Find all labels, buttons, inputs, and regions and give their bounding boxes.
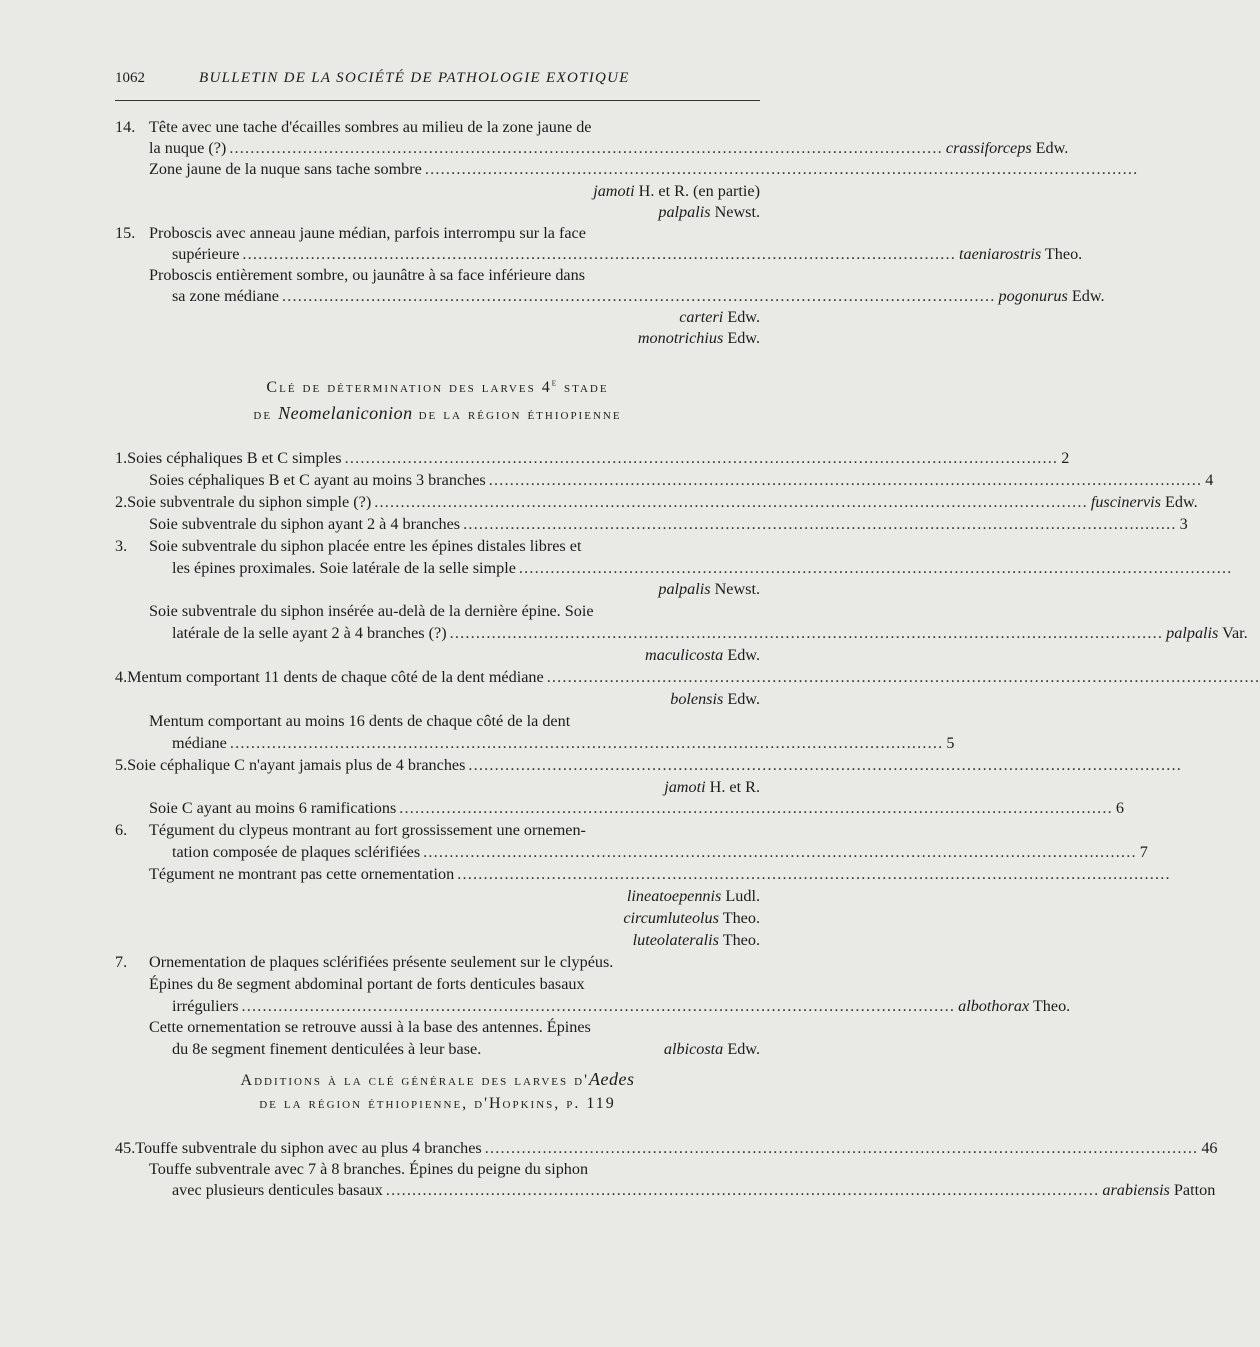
key-line: Soie subventrale du siphon ayant 2 à 4 branches ........................................................................................................................................ 3 <box>149 514 1188 533</box>
key-line: tation composée de plaques sclérifiées ........................................................................................................................................ 7 <box>172 843 1148 862</box>
key-line: 1. Soies céphaliques B et C simples ........................................................................................................................................ 2 <box>115 449 1070 467</box>
key-line: 5. Soie céphalique C n'ayant jamais plus de 4 branches ........................................................................................................................................ <box>115 755 1182 774</box>
key-line: Épines du 8e segment abdominal portant de forts denticules basaux <box>149 974 585 993</box>
key-line: Cette ornementation se retrouve aussi à la base des antennes. Épines <box>149 1018 591 1037</box>
key-line: jamoti H. et R. (en partie) <box>593 182 760 200</box>
key-line: 45. Touffe subventrale du siphon avec au plus 4 branches ........................................................................................................................................ 46 <box>115 1139 1218 1157</box>
key-line: circumluteolus Theo. <box>623 908 760 927</box>
key-line: Soies céphaliques B et C ayant au moins 3 branches ........................................................................................................................................ 4 <box>149 470 1214 489</box>
key-line: Touffe subventrale avec 7 à 8 branches. Épines du peigne du siphon <box>149 1160 589 1178</box>
key-line: Zone jaune de la nuque sans tache sombre ........................................................................................................................................ <box>149 160 1139 178</box>
key-line: Mentum comportant au moins 16 dents de chaque côté de la dent <box>149 711 571 730</box>
key-line: supérieure ........................................................................................................................................ taeniarostris Theo. <box>172 245 1083 263</box>
key-line: Proboscis entièrement sombre, ou jaunâtre à sa face inférieure dans <box>149 266 585 284</box>
key-line: carteri Edw. <box>679 308 760 326</box>
key-line: monotrichius Edw. <box>637 329 760 347</box>
key-line: les épines proximales. Soie latérale de la selle simple ........................................................................................................................................ <box>172 558 1233 577</box>
key-line: 15. Proboscis avec anneau jaune médian, parfois interrompu sur la face <box>115 224 586 242</box>
key-line: Tégument ne montrant pas cette ornementation ........................................................................................................................................ <box>149 865 1171 884</box>
key-line: irréguliers ........................................................................................................................................ albothorax Theo. <box>172 996 1071 1015</box>
key-line: sa zone médiane ........................................................................................................................................ pogonurus Edw. <box>172 287 1105 305</box>
key-line: palpalis Newst. <box>658 203 760 221</box>
key-line: du 8e segment finement denticulées à leur base. albicosta Edw. <box>172 1040 760 1059</box>
running-title: BULLETIN DE LA SOCIÉTÉ DE PATHOLOGIE EXOTIQUE <box>199 70 630 86</box>
running-header <box>115 70 760 92</box>
page-number: 1062 <box>115 70 145 86</box>
key-line: 7. Ornementation de plaques sclérifiées présente seulement sur le clypéus. <box>115 952 614 971</box>
section-heading: de Neomelaniconion de la région éthiopienne <box>253 403 622 423</box>
key-line: luteolateralis Theo. <box>632 930 760 949</box>
key-line: 14. Tête avec une tache d'écailles sombres au milieu de la zone jaune de <box>115 118 592 136</box>
key-line: 3. Soie subventrale du siphon placée entre les épines distales libres et <box>115 536 582 555</box>
key-line: bolensis Edw. <box>670 689 760 708</box>
key-line: médiane ........................................................................................................................................ 5 <box>172 733 955 752</box>
key-line: Soie subventrale du siphon insérée au-delà de la dernière épine. Soie <box>149 602 594 621</box>
key-line: latérale de la selle ayant 2 à 4 branches (?) ........................................................................................................................................ palpalis Var. <box>172 624 1248 643</box>
key-line: palpalis Newst. <box>658 580 760 599</box>
key-line: la nuque (?) ........................................................................................................................................ crassiforceps Edw. <box>149 139 1069 157</box>
key-line: 6. Tégument du clypeus montrant au fort grossissement une ornemen- <box>115 821 586 840</box>
key-line: 2. Soie subventrale du siphon simple (?) ........................................................................................................................................ fuscinervis Edw. <box>115 492 1198 511</box>
key-line: jamoti H. et R. <box>664 777 760 796</box>
section-heading: Additions à la clé générale des larves d'Aedes <box>240 1069 635 1089</box>
key-line: lineatoepennis Ludl. <box>626 887 760 905</box>
header-rule <box>115 100 760 101</box>
key-line: avec plusieurs denticules basaux ........................................................................................................................................ arabiensis Patton <box>172 1181 1216 1199</box>
key-line: maculicosta Edw. <box>645 646 760 665</box>
section-heading: de la région éthiopienne, d'Hopkins, p. 119 <box>259 1095 616 1112</box>
section-heading: Clé de détermination des larves 4e stade <box>266 377 609 396</box>
key-line: 4. Mentum comportant 11 dents de chaque côté de la dent médiane ........................................................................................................................................ <box>115 668 1260 686</box>
key-line: Soie C ayant au moins 6 ramifications ........................................................................................................................................ 6 <box>149 799 1124 818</box>
